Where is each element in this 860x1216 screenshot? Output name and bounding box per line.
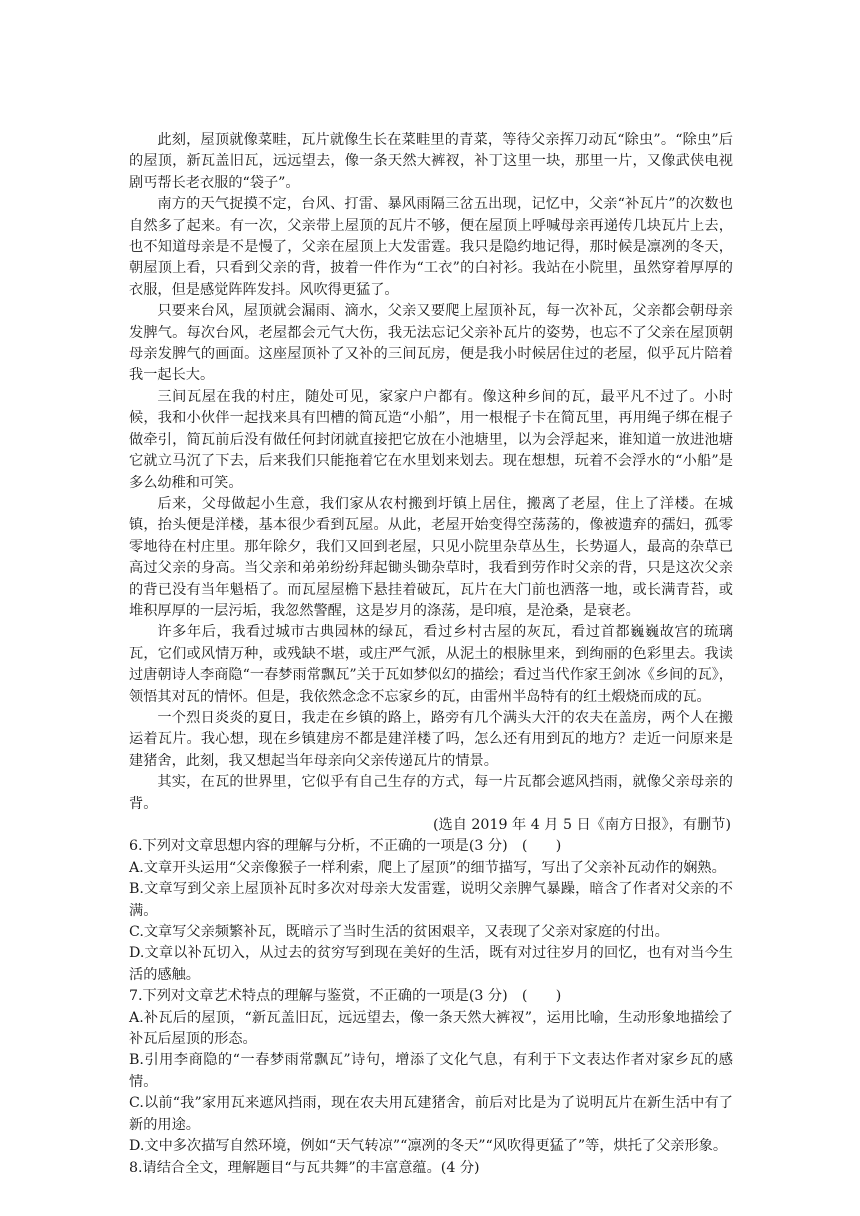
article-paragraph-4: 三间瓦屋在我的村庄，随处可见，家家户户都有。像这种乡间的瓦，最平凡不过了。小时候，我和小伙伴一起找来具有凹槽的简瓦造“小船”，用一根棍子卡在简瓦里，再用绳子绑在棍子做牵引，简瓦前后没有做任何封闭就直接把它放在小池塘里，以为会浮起来，谁知道一放进池塘它就立马沉了下去，后来我们只能拖着它在水里划来划去。现在想想，玩着不会浮水的“小船”是多么幼稚和可笑。 [129, 388, 733, 491]
article-paragraph-6: 许多年后，我看过城市古典园林的绿瓦，看过乡村古屋的灰瓦，看过首都巍巍故宫的琉璃瓦，它们或风情万种，或残缺不堪，或庄严气派，从泥土的根脉里来，到绚丽的色彩里去。我读过唐朝诗人李商隐“一春梦雨常飘瓦”关于瓦如梦似幻的描绘；看过当代作家王剑冰《乡间的瓦》，领悟其对瓦的情怀。但是，我依然念念不忘家乡的瓦，由雷州半岛特有的红土煅烧而成的瓦。 [129, 624, 733, 705]
option-c: C.文章写父亲频繁补瓦，既暗示了当时生活的贫困艰辛，又表现了父亲对家庭的付出。 [129, 924, 669, 941]
article-paragraph-7: 一个烈日炎炎的夏日，我走在乡镇的路上，路旁有几个满头大汗的农夫在盖房，两个人在搬运着瓦片。我心想，现在乡镇建房不都是建洋楼了吗，怎么还有用到瓦的地方？走近一问原来是建猪舍，此刻，我又想起当年母亲向父亲传递瓦片的情景。 [129, 709, 733, 769]
article-paragraph-3: 只要来台风，屋顶就会漏雨、滴水，父亲又要爬上屋顶补瓦，每一次补瓦，父亲都会朝母亲发脾气。每次台风，老屋都会元气大伤，我无法忘记父亲补瓦片的姿势，也忘不了父亲在屋顶朝母亲发脾气的画面。这座屋顶补了又补的三间瓦房，便是我小时候居住过的老屋，似乎瓦片陪着我一起长大。 [129, 303, 733, 384]
question-stem: 7.下列对文章艺术特点的理解与鉴赏，不正确的一项是(3 分) ( ) [129, 988, 562, 1005]
question-6 [129, 836, 733, 986]
option-b: B.引用李商隐的“一春梦雨常飘瓦”诗句，增添了文化气息，有利于下文表达作者对家乡瓦的感情。 [129, 1052, 733, 1090]
question-7 [129, 986, 733, 1157]
article-paragraph-8: 其实，在瓦的世界里，它似乎有自己生存的方式，每一片瓦都会遮风挡雨，就像父亲母亲的背。 [129, 774, 733, 812]
option-a: A.补瓦后的屋顶，“新瓦盖旧瓦，远远望去，像一条天然大裤衩”，运用比喻，生动形象地描绘了补瓦后屋顶的形态。 [129, 1009, 733, 1048]
question-stem: 8.请结合全文，理解题目“与瓦共舞”的丰富意蕴。(4 分) [129, 1159, 480, 1176]
article [129, 130, 733, 836]
option-b: B.文章写到父亲上屋顶补瓦时多次对母亲大发雷霆，说明父亲脾气暴躁，暗含了作者对父亲的不满。 [129, 881, 733, 919]
article-paragraph-2: 南方的天气捉摸不定，台风、打雷、暴风雨隔三岔五出现，记忆中，父亲“补瓦片”的次数也自然多了起来。有一次，父亲带上屋顶的瓦片不够，便在屋顶上呼喊母亲再递传几块瓦片上去，也不知道母亲是不是慢了，父亲在屋顶上大发雷霆。我只是隐约地记得，那时候是凛冽的冬天，朝屋顶上看，只看到父亲的背，披着一件作为“工衣”的白衬衫。我站在小院里，虽然穿着厚厚的衣服，但是感觉阵阵发抖。风吹得更猛了。 [129, 196, 733, 298]
question-stem: 6.下列对文章思想内容的理解与分析，不正确的一项是(3 分) ( ) [129, 838, 562, 855]
article-source: (选自 2019 年 4 月 5 日《南方日报》，有删节) [432, 817, 731, 833]
document-page [129, 130, 733, 1179]
article-paragraph-5: 后来，父母做起小生意，我们家从农村搬到圩镇上居住，搬离了老屋，住上了洋楼。在城镇，抬头便是洋楼，基本很少看到瓦屋。从此，老屋开始变得空荡荡的，像被遗弃的孺妇，孤零零地待在村庄里。那年除夕，我们又回到老屋，只见小院里杂草丛生，长势逼人，最高的杂草已高过父亲的身高。当父亲和弟弟纷纷拜起锄头锄杂草时，我看到劳作时父亲的背，只是这次父亲的背已没有当年魁梧了。而瓦屋屋檐下悬挂着破瓦，瓦片在大门前也洒落一地，或长满青苔，或堆积厚厚的一层污垢，我忽然警醒，这是岁月的涤荡，是印痕，是沧桑，是衰老。 [129, 495, 733, 619]
option-a: A.文章开头运用“父亲像猴子一样利索，爬上了屋顶”的细节描写，写出了父亲补瓦动作的娴熟。 [129, 859, 726, 876]
option-d: D.文章以补瓦切入，从过去的贫穷写到现在美好的生活，既有对过往岁月的回忆，也有对当今生活的感触。 [129, 945, 733, 983]
article-paragraph-1: 此刻，屋顶就像菜畦，瓦片就像生长在菜畦里的青菜，等待父亲挥刀动瓦“除虫”。“除虫”后的屋顶，新瓦盖旧瓦，远远望去，像一条天然大裤衩，补丁这里一块，那里一片，又像武侠电视剧丐帮长老衣服的“袋子”。 [129, 132, 733, 191]
option-c: C.以前“我”家用瓦来遮风挡雨，现在农夫用瓦建猪舍，前后对比是为了说明瓦片在新生活中有了新的用途。 [129, 1095, 733, 1133]
question-8 [129, 1158, 733, 1179]
option-d: D.文中多次描写自然环境，例如“天气转凉”“凛冽的冬天”“风吹得更猛了”等，烘托了父亲形象。 [129, 1138, 728, 1155]
